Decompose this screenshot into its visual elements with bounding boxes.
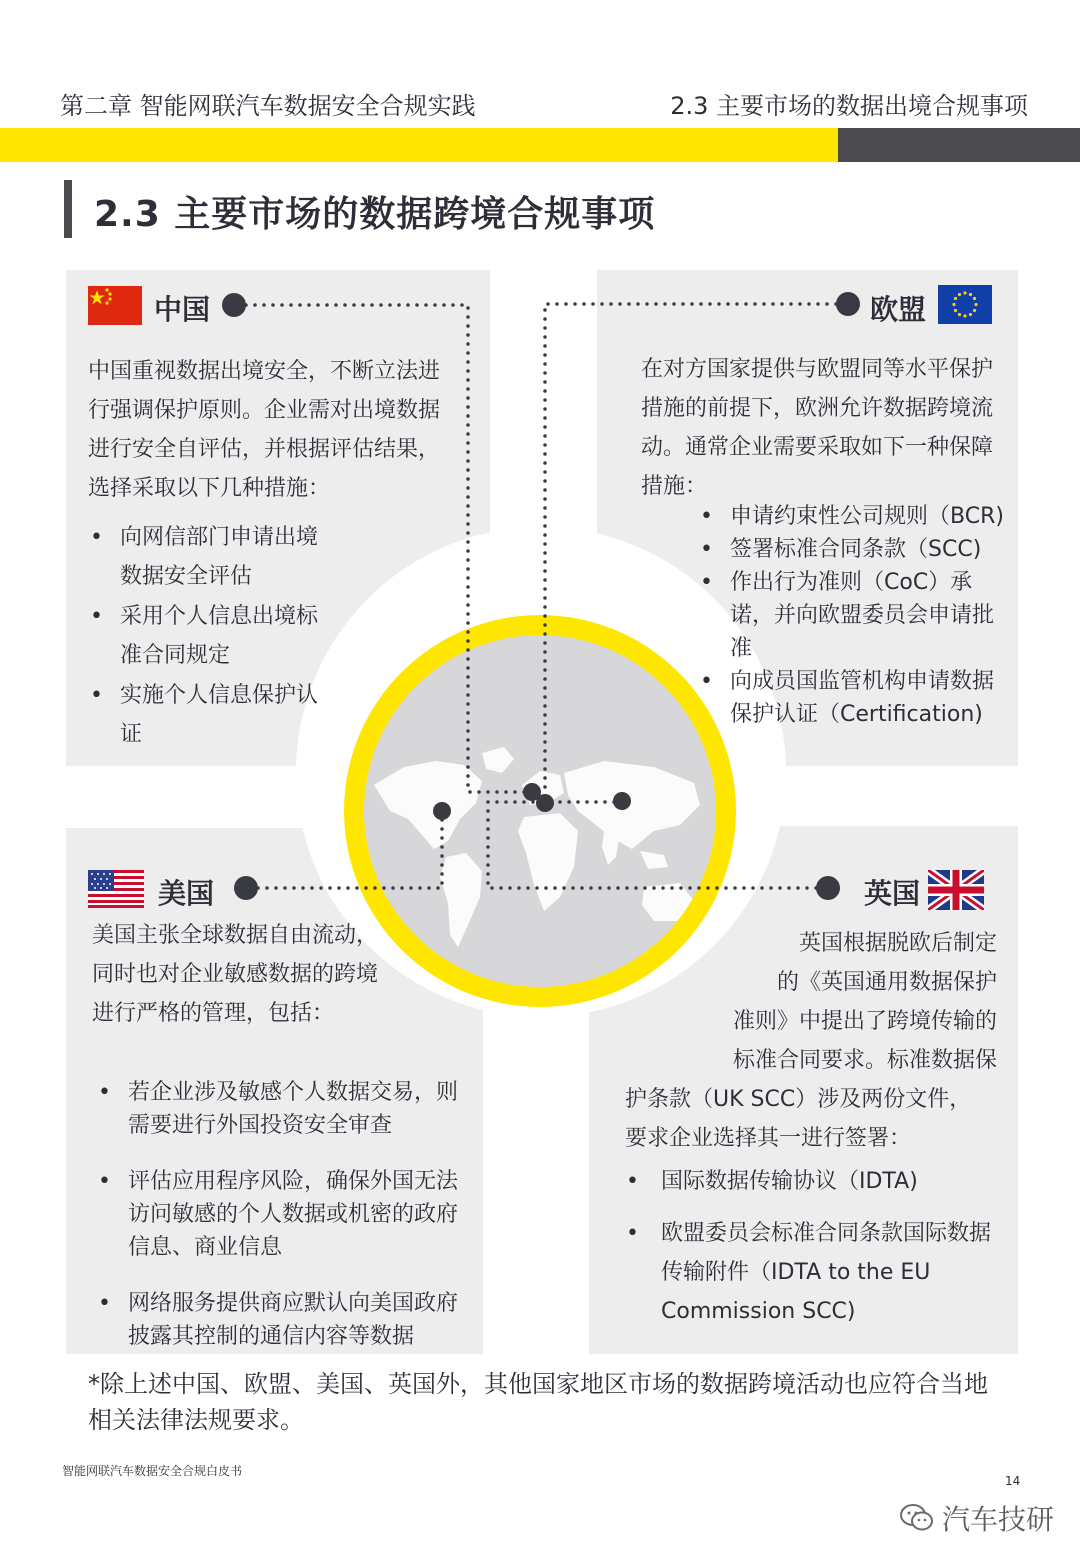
list-item: • 向网信部门申请出境数据安全评估 [90, 518, 330, 596]
list-item: • 若企业涉及敏感个人数据交易，则需要进行外国投资安全审查 [98, 1076, 468, 1142]
china-title: 中国 [154, 293, 211, 326]
eu-marker-dot [836, 292, 860, 316]
list-item: • 实施个人信息保护认证 [90, 676, 330, 754]
china-intro: 中国重视数据出境安全，不断立法进行强调保护原则。企业需对出境数据进行安全自评估，并根据评估结果，选择采取以下几种措施： [88, 359, 441, 501]
list-item: • 签署标准合同条款（SCC) [700, 533, 1010, 566]
eu-bullet-list [700, 500, 1010, 731]
uk-intro-line: 要求企业选择其一进行签署： [625, 1126, 912, 1151]
chapter-header: 第二章 智能网联汽车数据安全合规实践 [60, 92, 476, 120]
china-bullet-list [90, 518, 330, 755]
eu-intro: 在对方国家提供与欧盟同等水平保护措施的前提下，欧洲允许数据跨境流动。通常企业需要采取如下一种保障措施： [641, 357, 994, 499]
us-title: 美国 [158, 877, 215, 910]
us-flag-icon [88, 870, 144, 908]
us-marker-dot [234, 876, 258, 900]
watermark-text: 汽车技研 [942, 1503, 1055, 1536]
list-item: • 评估应用程序风险，确保外国无法访问敏感的个人数据或机密的政府信息、商业信息 [98, 1165, 468, 1264]
list-item: • 欧盟委员会标准合同条款国际数据传输附件（IDTA to the EU Commission SCC) [626, 1214, 1006, 1331]
section-header: 2.3 主要市场的数据出境合规事项 [670, 92, 1028, 120]
uk-intro-line: 护条款（UK SCC）涉及两份文件， [625, 1087, 972, 1112]
uk-intro-line: 的《英国通用数据保护 [776, 970, 997, 995]
china-flag-icon [88, 286, 142, 325]
us-bullet-list [98, 1076, 468, 1376]
list-item: • 国际数据传输协议（IDTA) [626, 1162, 1006, 1201]
page-title: 2.3 主要市场的数据跨境合规事项 [94, 194, 656, 235]
uk-intro-line: 英国根据脱欧后制定 [798, 931, 997, 956]
us-intro: 美国主张全球数据自由流动，同时也对企业敏感数据的跨境进行严格的管理，包括： [92, 923, 379, 1026]
watermark [900, 1498, 1054, 1538]
wechat-icon [900, 1503, 934, 1533]
uk-bullet-list [626, 1162, 1006, 1344]
uk-intro-line: 标准合同要求。标准数据保 [732, 1048, 997, 1073]
uk-intro [600, 924, 997, 1158]
uk-marker-dot [816, 876, 840, 900]
page-number: 14 [1005, 1474, 1021, 1488]
header-accent-bar [0, 128, 838, 162]
uk-flag-icon [928, 870, 984, 910]
title-marker [64, 180, 72, 238]
eu-title: 欧盟 [870, 293, 927, 326]
eu-flag-icon [938, 285, 992, 324]
footnote: *除上述中国、欧盟、美国、英国外，其他国家地区市场的数据跨境活动也应符合当地相关法律法规要求。 [88, 1370, 988, 1434]
list-item: • 作出行为准则（CoC）承诺，并向欧盟委员会申请批准 [700, 566, 1010, 665]
china-marker-dot [222, 293, 246, 317]
list-item: • 网络服务提供商应默认向美国政府披露其控制的通信内容等数据 [98, 1287, 468, 1353]
list-item: • 申请约束性公司规则（BCR) [700, 500, 1010, 533]
footer-doc-title: 智能网联汽车数据安全合规白皮书 [62, 1464, 243, 1478]
uk-title: 英国 [864, 877, 921, 910]
list-item: • 采用个人信息出境标准合同规定 [90, 597, 330, 675]
header-dark-bar [838, 128, 1080, 162]
list-item: • 向成员国监管机构申请数据保护认证（Certification) [700, 665, 1010, 731]
uk-intro-line: 准则》中提出了跨境传输的 [732, 1009, 997, 1034]
